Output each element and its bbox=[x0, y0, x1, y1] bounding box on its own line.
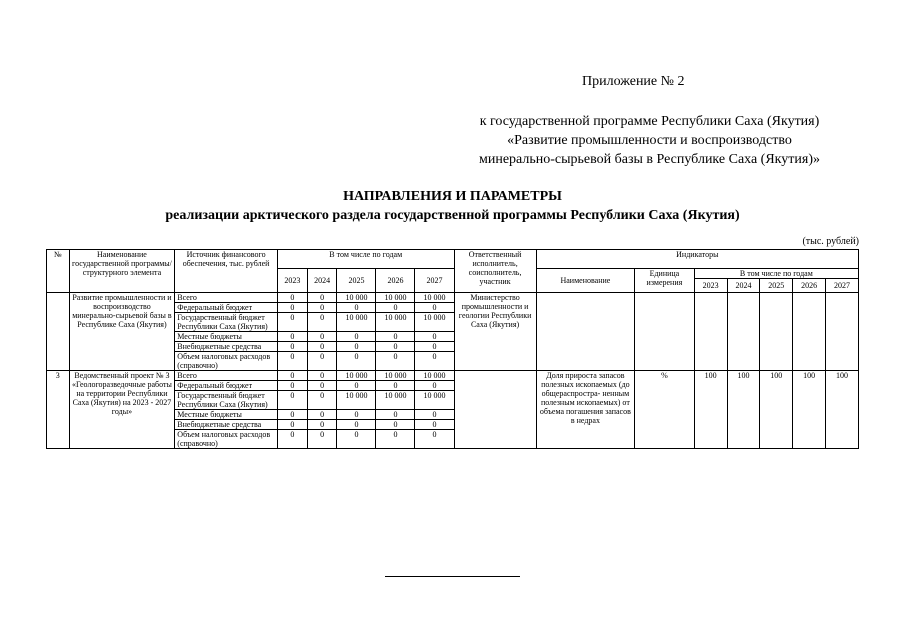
funding-value: 0 bbox=[415, 332, 454, 342]
indicator-value bbox=[727, 293, 760, 371]
funding-value: 0 bbox=[376, 420, 415, 430]
funding-value: 0 bbox=[277, 303, 307, 313]
funding-value: 0 bbox=[376, 352, 415, 371]
executor bbox=[454, 371, 536, 449]
funding-source: Внебюджетные средства bbox=[175, 420, 278, 430]
funding-value: 0 bbox=[307, 410, 337, 420]
executor: Министерство промышленности и геологии Республики Саха (Якутия) bbox=[454, 293, 536, 371]
funding-value: 0 bbox=[415, 352, 454, 371]
row-number: 3 bbox=[47, 371, 70, 449]
funding-value: 10 000 bbox=[376, 391, 415, 410]
funding-value: 0 bbox=[307, 371, 337, 381]
funding-value: 0 bbox=[376, 332, 415, 342]
funding-value: 0 bbox=[415, 430, 454, 449]
header-year-2023: 2023 bbox=[277, 269, 307, 293]
program-name: Ведомственный проект № 3 «Геологоразведочные работы на территории Республики Саха (Якутия) на 2023 - 2027 годы» bbox=[69, 371, 175, 449]
header-indicator-by-years: В том числе по годам bbox=[694, 269, 858, 279]
funding-value: 10 000 bbox=[337, 391, 376, 410]
indicator-value: 100 bbox=[826, 371, 859, 449]
funding-source: Всего bbox=[175, 293, 278, 303]
title-line-1: НАПРАВЛЕНИЯ И ПАРАМЕТРЫ bbox=[343, 189, 562, 204]
funding-value: 0 bbox=[307, 430, 337, 449]
funding-value: 10 000 bbox=[376, 293, 415, 303]
funding-value: 0 bbox=[307, 332, 337, 342]
indicator-name: Доля прироста запасов полезных ископаемых (до общераспростра- ненным полезным ископаемых) от объема погашения запасов в недрах bbox=[536, 371, 635, 449]
funding-value: 0 bbox=[337, 352, 376, 371]
funding-value: 0 bbox=[307, 391, 337, 410]
header-indicator-unit: Единица измерения bbox=[635, 269, 695, 293]
subtitle-line: минерально-сырьевой базы в Республике Саха (Якутия)» bbox=[478, 152, 820, 167]
header-source: Источник финансового обеспечения, тыс. рублей bbox=[175, 250, 278, 293]
table-row bbox=[47, 293, 859, 303]
header-indicator-year-2023: 2023 bbox=[694, 279, 727, 293]
funding-value: 0 bbox=[277, 420, 307, 430]
funding-value: 10 000 bbox=[376, 371, 415, 381]
funding-value: 0 bbox=[307, 303, 337, 313]
funding-value: 0 bbox=[337, 410, 376, 420]
funding-value: 0 bbox=[307, 381, 337, 391]
indicator-value bbox=[694, 293, 727, 371]
funding-source: Объем налоговых расходов (справочно) bbox=[175, 430, 278, 449]
header-name: Наименование государственной программы/ структурного элемента bbox=[69, 250, 175, 293]
funding-value: 0 bbox=[415, 303, 454, 313]
funding-value: 10 000 bbox=[415, 391, 454, 410]
funding-value: 10 000 bbox=[337, 371, 376, 381]
header-indicator-year-2024: 2024 bbox=[727, 279, 760, 293]
header-indicators: Индикаторы bbox=[536, 250, 858, 269]
units-label: (тыс. рублей) bbox=[802, 236, 859, 247]
funding-value: 0 bbox=[337, 303, 376, 313]
funding-value: 0 bbox=[415, 420, 454, 430]
funding-value: 0 bbox=[307, 342, 337, 352]
funding-value: 0 bbox=[337, 342, 376, 352]
funding-source: Внебюджетные средства bbox=[175, 342, 278, 352]
document-title bbox=[0, 187, 905, 225]
funding-source: Федеральный бюджет bbox=[175, 303, 278, 313]
header-year-2026: 2026 bbox=[376, 269, 415, 293]
funding-value: 0 bbox=[307, 313, 337, 332]
header-year-2024: 2024 bbox=[307, 269, 337, 293]
table-row bbox=[47, 371, 859, 381]
header-year-2027: 2027 bbox=[415, 269, 454, 293]
funding-value: 0 bbox=[277, 391, 307, 410]
funding-value: 0 bbox=[277, 352, 307, 371]
funding-value: 0 bbox=[376, 303, 415, 313]
indicator-unit bbox=[635, 293, 695, 371]
funding-value: 0 bbox=[337, 381, 376, 391]
title-line-2: реализации арктического раздела государственной программы Республики Саха (Якутия) bbox=[165, 208, 740, 223]
appendix-label: Приложение № 2 bbox=[582, 74, 685, 89]
page-divider bbox=[385, 576, 520, 577]
funding-value: 0 bbox=[337, 430, 376, 449]
indicator-value bbox=[826, 293, 859, 371]
funding-value: 0 bbox=[277, 332, 307, 342]
funding-value: 10 000 bbox=[337, 293, 376, 303]
indicator-value: 100 bbox=[760, 371, 793, 449]
funding-value: 10 000 bbox=[376, 313, 415, 332]
header-year-2025: 2025 bbox=[337, 269, 376, 293]
header-indicator-year-2026: 2026 bbox=[793, 279, 826, 293]
funding-value: 0 bbox=[277, 430, 307, 449]
indicator-value bbox=[760, 293, 793, 371]
indicator-value: 100 bbox=[727, 371, 760, 449]
header-indicator-name: Наименование bbox=[536, 269, 635, 293]
header-indicator-year-2027: 2027 bbox=[826, 279, 859, 293]
funding-value: 0 bbox=[277, 410, 307, 420]
funding-source: Всего bbox=[175, 371, 278, 381]
funding-source: Федеральный бюджет bbox=[175, 381, 278, 391]
funding-value: 0 bbox=[277, 313, 307, 332]
funding-value: 10 000 bbox=[337, 313, 376, 332]
subtitle-line: «Развитие промышленности и воспроизводство bbox=[507, 133, 792, 148]
funding-value: 0 bbox=[376, 381, 415, 391]
funding-value: 0 bbox=[307, 420, 337, 430]
header-indicator-year-2025: 2025 bbox=[760, 279, 793, 293]
funding-value: 0 bbox=[307, 293, 337, 303]
funding-value: 0 bbox=[337, 332, 376, 342]
indicator-value: 100 bbox=[694, 371, 727, 449]
funding-value: 0 bbox=[376, 342, 415, 352]
funding-source: Государственный бюджет Республики Саха (Якутия) bbox=[175, 391, 278, 410]
row-number bbox=[47, 293, 70, 371]
program-name: Развитие промышленности и воспроизводство минерально-сырьевой базы в Республике Саха (Якутия) bbox=[69, 293, 175, 371]
header-by-years: В том числе по годам bbox=[277, 250, 454, 269]
indicator-value: 100 bbox=[793, 371, 826, 449]
funding-source: Объем налоговых расходов (справочно) bbox=[175, 352, 278, 371]
funding-value: 0 bbox=[307, 352, 337, 371]
program-subtitle bbox=[479, 112, 820, 169]
funding-value: 10 000 bbox=[415, 371, 454, 381]
funding-source: Государственный бюджет Республики Саха (Якутия) bbox=[175, 313, 278, 332]
funding-value: 0 bbox=[415, 381, 454, 391]
indicator-unit: % bbox=[635, 371, 695, 449]
header-executor: Ответственный исполнитель, соисполнитель, участник bbox=[454, 250, 536, 293]
indicator-name bbox=[536, 293, 635, 371]
funding-source: Местные бюджеты bbox=[175, 332, 278, 342]
funding-value: 0 bbox=[415, 342, 454, 352]
funding-value: 0 bbox=[376, 430, 415, 449]
parameters-table bbox=[46, 249, 859, 449]
funding-value: 0 bbox=[277, 293, 307, 303]
funding-value: 0 bbox=[376, 410, 415, 420]
funding-value: 0 bbox=[337, 420, 376, 430]
funding-value: 0 bbox=[277, 371, 307, 381]
header-num: № bbox=[47, 250, 70, 293]
funding-value: 0 bbox=[415, 410, 454, 420]
subtitle-line: к государственной программе Республики Саха (Якутия) bbox=[479, 114, 820, 129]
funding-value: 10 000 bbox=[415, 293, 454, 303]
funding-source: Местные бюджеты bbox=[175, 410, 278, 420]
funding-value: 0 bbox=[277, 381, 307, 391]
funding-value: 10 000 bbox=[415, 313, 454, 332]
funding-value: 0 bbox=[277, 342, 307, 352]
indicator-value bbox=[793, 293, 826, 371]
